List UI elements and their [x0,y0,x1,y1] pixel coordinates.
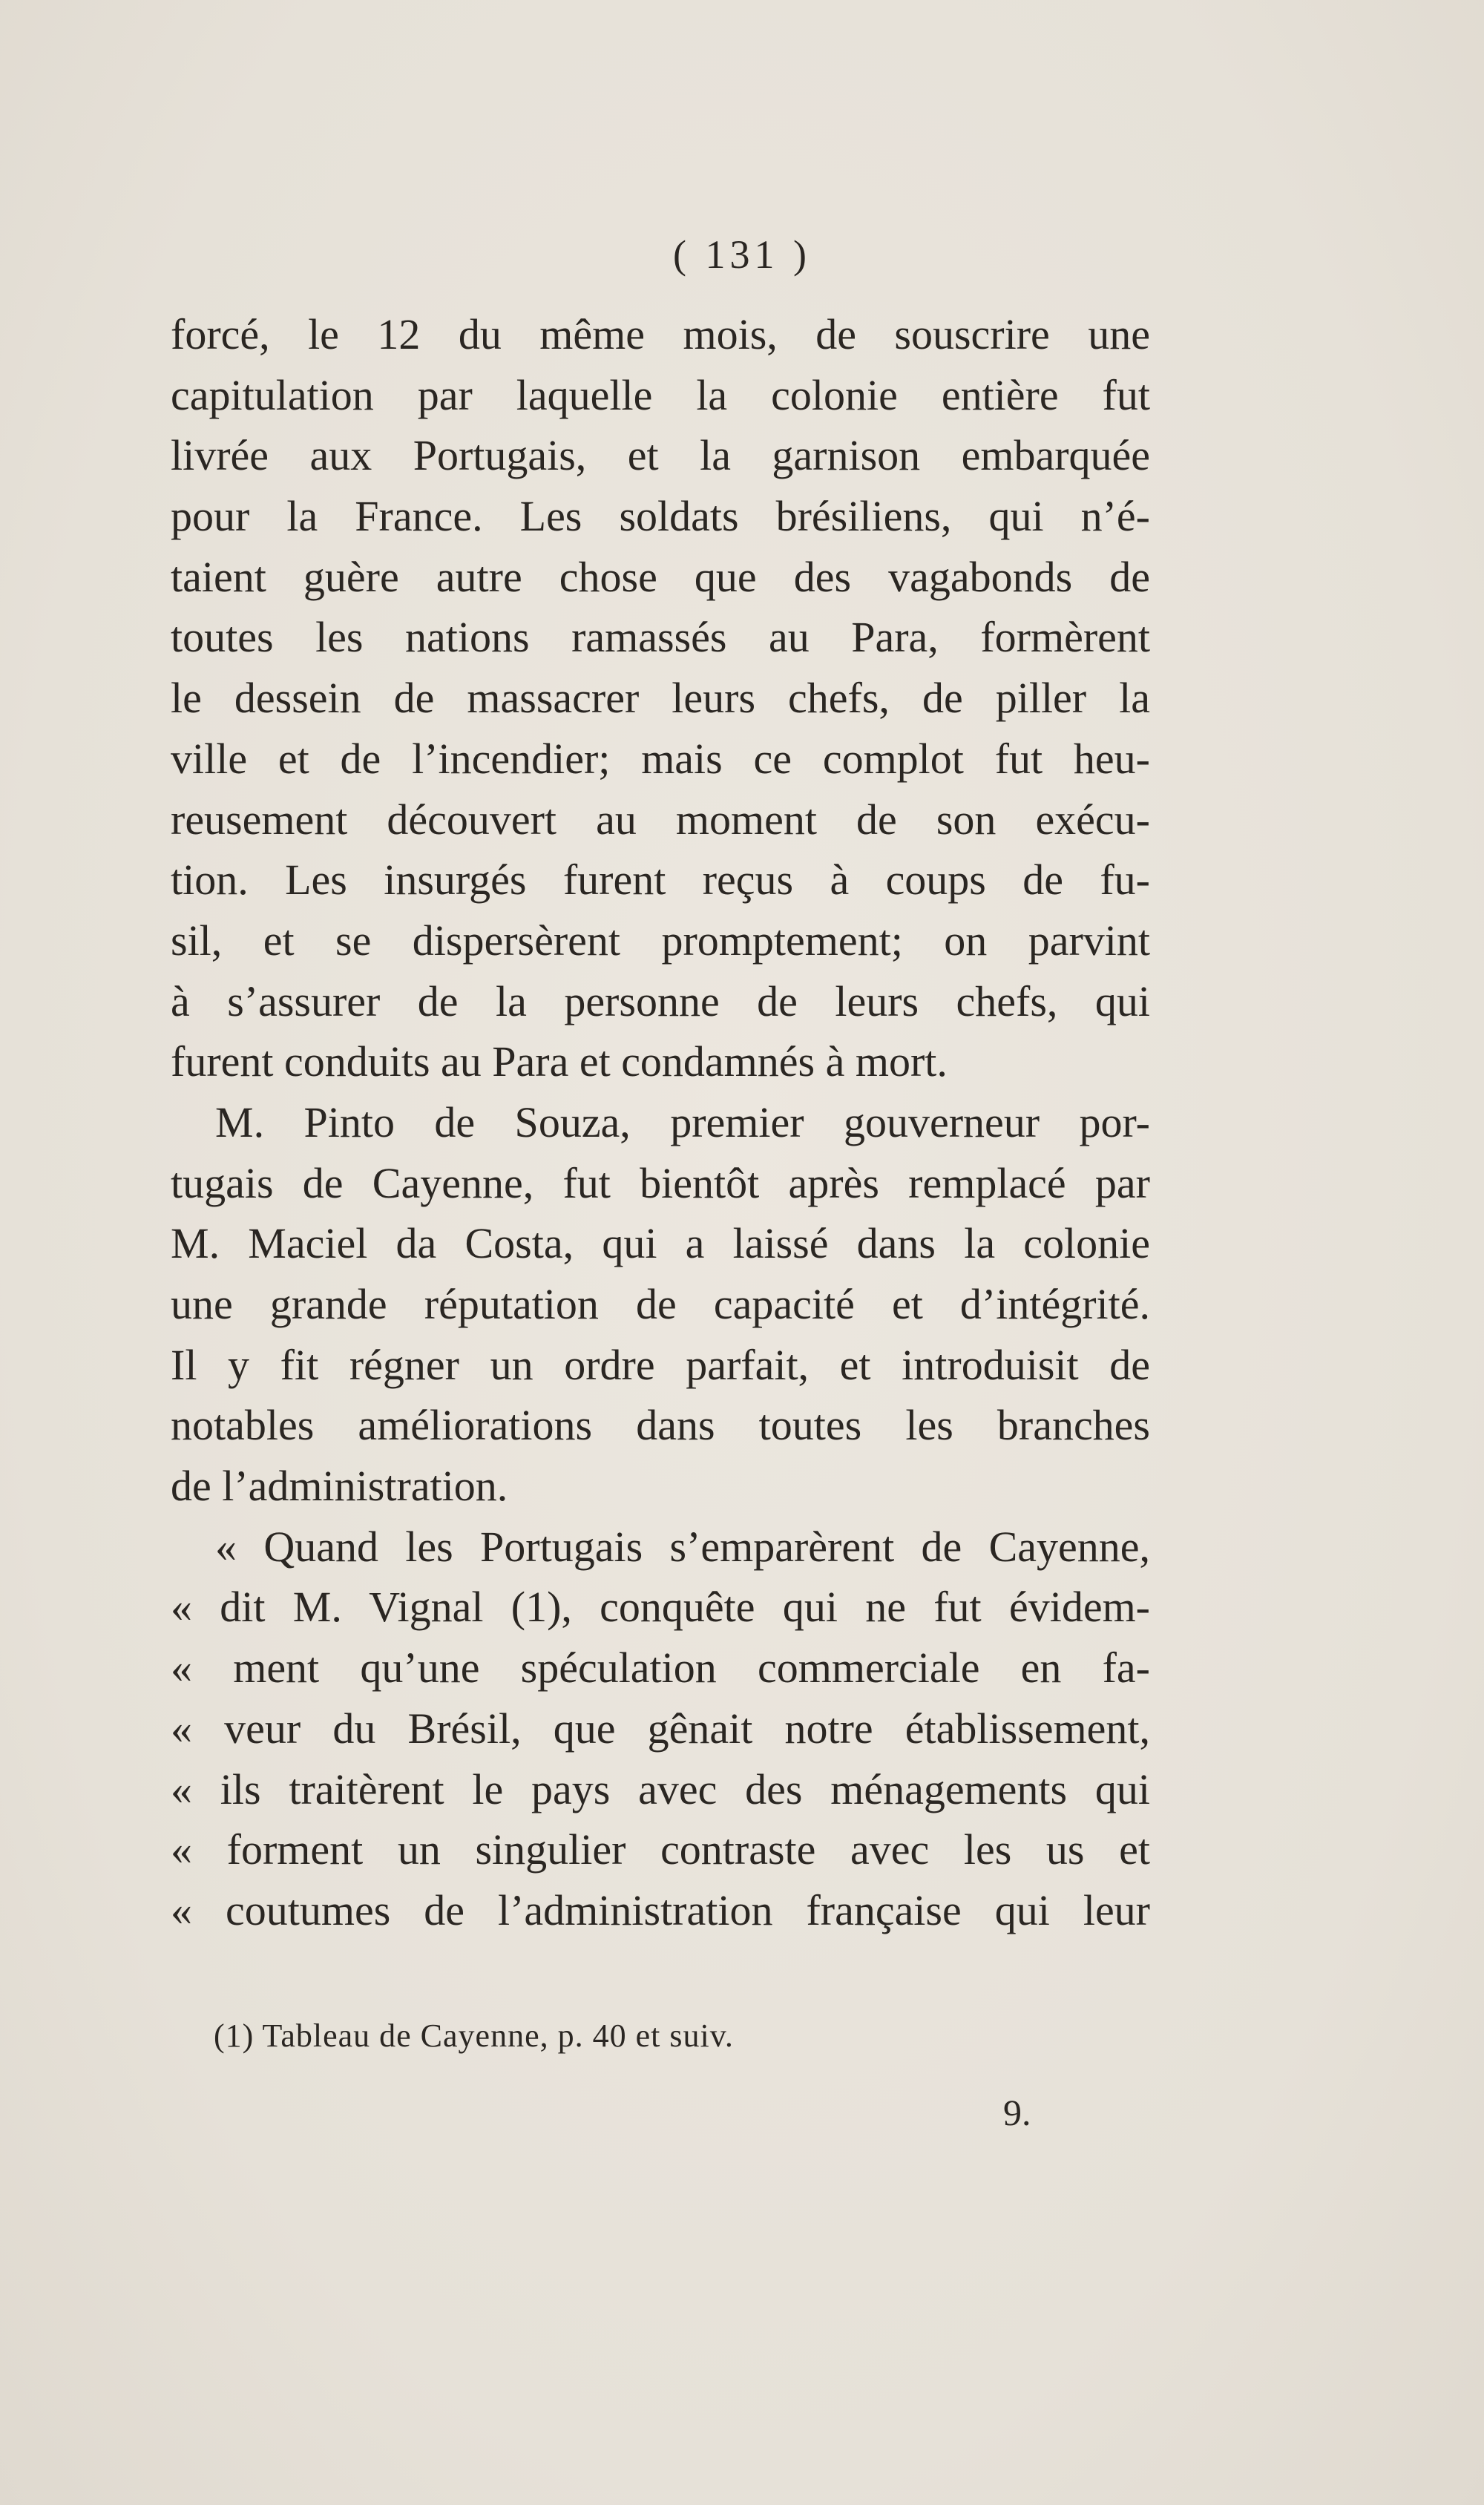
text-line: M. Pinto de Souza, premier gouverneur por- [215,1097,1150,1146]
signature-mark: 9. [1003,2092,1031,2133]
text-line: pour la France. Les soldats brésiliens, qui n’é- [171,492,1150,541]
text-line: taient guère autre chose que des vagabonds de [171,552,1150,601]
text-line: forcé, le 12 du même mois, de souscrire une [171,310,1150,358]
text-line: « Quand les Portugais s’emparèrent de Cayenne, [215,1522,1150,1571]
text-line: tugais de Cayenne, fut bientôt après remplacé par [171,1158,1150,1207]
body-text [171,304,1150,1941]
text-line: ville et de l’incendier; mais ce complot fut heu- [171,734,1150,783]
text-line: toutes les nations ramassés au Para, formèrent [171,613,1150,662]
text-line: reusement découvert au moment de son exécu- [171,795,1150,844]
text-line: capitulation par laquelle la colonie entière fut [171,370,1150,419]
page-number-header: ( 131 ) [673,232,811,277]
text-line: sil, et se dispersèrent promptement; on parvint [171,916,1150,965]
text-line: le dessein de massacrer leurs chefs, de piller la [171,674,1150,723]
text-line: « forment un singulier contraste avec les us et [171,1825,1150,1874]
text-line: M. Maciel da Costa, qui a laissé dans la colonie [171,1219,1150,1268]
text-line: furent conduits au Para et condamnés à mort. [171,1037,948,1086]
text-line: une grande réputation de capacité et d’intégrité. [171,1280,1150,1328]
text-line: « ment qu’une spéculation commerciale en fa- [171,1644,1150,1693]
text-line: Il y fit régner un ordre parfait, et introduisit de [171,1340,1150,1389]
text-line: « veur du Brésil, que gênait notre établissement, [171,1704,1150,1753]
text-line: tion. Les insurgés furent reçus à coups de fu- [171,856,1150,905]
text-line: de l’administration. [171,1462,508,1511]
text-line: « dit M. Vignal (1), conquête qui ne fut évidem- [171,1583,1150,1632]
text-line: livrée aux Portugais, et la garnison embarquée [171,431,1150,480]
text-line: « ils traitèrent le pays avec des ménagements qui [171,1764,1150,1813]
text-line: notables améliorations dans toutes les branches [171,1401,1150,1450]
text-line: « coutumes de l’administration française qui leur [171,1885,1150,1934]
footnote: (1) Tableau de Cayenne, p. 40 et suiv. [214,2018,734,2054]
text-line: à s’assurer de la personne de leurs chefs, qui [171,976,1150,1025]
